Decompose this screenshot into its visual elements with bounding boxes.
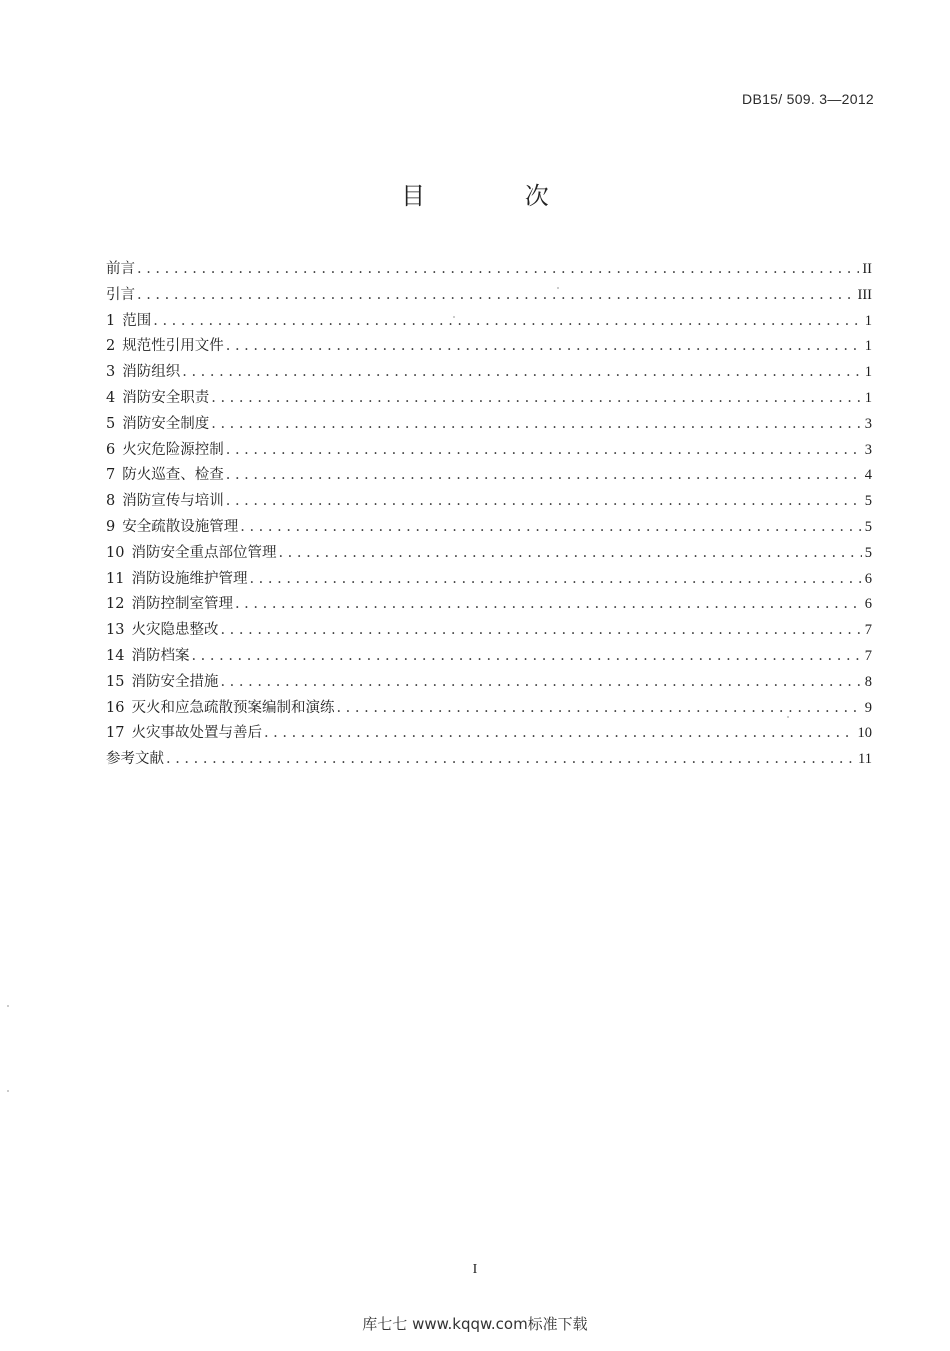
toc-entry-label <box>106 283 137 309</box>
toc-entry-label <box>106 463 226 489</box>
toc-entry-text: 消防宣传与培训 <box>122 493 224 510</box>
toc-entry-number: 14 <box>106 647 125 664</box>
toc-dot-leader <box>240 515 862 541</box>
toc-entry-number: 16 <box>106 699 125 716</box>
toc-entry-number: 9 <box>106 518 116 535</box>
document-code: DB15/ 509. 3—2012 <box>742 91 874 107</box>
toc-entry-text: 引言 <box>106 286 135 303</box>
toc-entry-label <box>106 618 220 644</box>
toc-entry-label <box>106 567 249 593</box>
toc-dot-leader <box>153 309 862 335</box>
toc-entry-label <box>106 696 336 722</box>
toc-entry[interactable] <box>106 696 872 722</box>
toc-entry[interactable] <box>106 412 872 438</box>
toc-dot-leader <box>235 592 862 618</box>
toc-entry[interactable] <box>106 721 872 747</box>
toc-entry[interactable] <box>106 541 872 567</box>
toc-dot-leader <box>226 334 862 360</box>
toc-entry-label <box>106 592 235 618</box>
toc-entry[interactable] <box>106 489 872 515</box>
toc-entry-text: 前言 <box>106 261 135 277</box>
toc-entry-text: 规范性引用文件 <box>122 338 224 355</box>
toc-dot-leader <box>211 412 862 438</box>
toc-entry-text: 消防安全重点部位管理 <box>131 544 277 561</box>
toc-entry-number: 8 <box>106 493 116 510</box>
toc-entry-page: 5 <box>864 518 872 535</box>
toc-entry-number: 13 <box>106 622 125 639</box>
toc-entry[interactable] <box>106 386 872 412</box>
toc-entry-number: 4 <box>106 389 116 406</box>
toc-entry[interactable] <box>106 592 872 618</box>
toc-dot-leader <box>226 489 862 515</box>
toc-entry-page: 1 <box>864 312 872 329</box>
toc-entry-page: 7 <box>864 647 872 664</box>
toc-entry-number: 11 <box>106 570 125 587</box>
toc-entry-page: 5 <box>864 544 872 561</box>
toc-entry-text: 消防安全制度 <box>122 415 210 432</box>
toc-entry-page: 8 <box>864 673 872 690</box>
toc-entry[interactable] <box>106 567 872 593</box>
toc-entry-label <box>106 721 264 747</box>
toc-entry-text: 参考文献 <box>106 751 164 768</box>
toc-entry-text: 消防控制室管理 <box>131 596 233 613</box>
toc-entry-text: 范围 <box>122 312 152 329</box>
toc-dot-leader <box>220 618 861 644</box>
toc-entry-text: 防火巡查、检查 <box>122 467 224 484</box>
toc-entry-label <box>106 309 153 335</box>
toc-entry-page: 3 <box>864 441 872 458</box>
toc-entry-page: 1 <box>864 338 872 355</box>
toc-title: 目 次 <box>401 182 595 210</box>
toc-entry-page: II <box>862 261 872 277</box>
toc-entry[interactable] <box>106 257 872 283</box>
toc-entry[interactable] <box>106 360 872 386</box>
toc-entry[interactable] <box>106 670 872 696</box>
toc-entry-number: 6 <box>106 441 116 458</box>
toc-dot-leader <box>264 721 855 747</box>
toc-entry[interactable] <box>106 334 872 360</box>
toc-entry-page: 11 <box>858 751 872 768</box>
toc-entry-text: 灭火和应急疏散预案编制和演练 <box>131 699 335 716</box>
toc-entry-text: 消防档案 <box>131 647 190 664</box>
toc-entry-label <box>106 334 226 360</box>
toc-entry-text: 消防安全职责 <box>122 389 210 406</box>
toc-entry-page: III <box>857 286 872 303</box>
toc-entry-text: 安全疏散设施管理 <box>122 518 239 535</box>
toc-entry-label <box>106 541 278 567</box>
toc-entry-text: 火灾危险源控制 <box>122 441 224 458</box>
toc-entry-page: 3 <box>864 415 872 432</box>
toc-entry[interactable] <box>106 644 872 670</box>
toc-entry-page: 9 <box>864 699 872 716</box>
toc-entry-text: 消防设施维护管理 <box>131 570 248 587</box>
toc-entry-number: 5 <box>106 415 116 432</box>
toc-entry-label <box>106 438 226 464</box>
download-watermark: 库七七 www.kqqw.com标准下载 <box>362 1315 588 1333</box>
toc-entry-page: 6 <box>864 596 872 613</box>
toc-entry-page: 7 <box>864 622 872 639</box>
toc-entry-page: 1 <box>864 364 872 381</box>
toc-entry-number: 12 <box>106 596 125 613</box>
toc-dot-leader <box>278 541 861 567</box>
toc-entry-page: 6 <box>864 570 872 587</box>
toc-dot-leader <box>249 567 861 593</box>
toc-dot-leader <box>211 386 862 412</box>
scan-speck <box>7 1005 9 1007</box>
toc-dot-leader <box>166 747 855 773</box>
toc-dot-leader <box>137 283 855 309</box>
toc-entry-label <box>106 515 240 541</box>
toc-entry-label <box>106 489 226 515</box>
toc-entry[interactable] <box>106 438 872 464</box>
toc-entry-page: 1 <box>864 389 872 406</box>
toc-entry-label <box>106 644 191 670</box>
scan-speck <box>787 716 789 718</box>
toc-entry-number: 3 <box>106 364 116 381</box>
toc-entry-page: 4 <box>864 467 872 484</box>
toc-entry-text: 消防安全措施 <box>131 673 219 690</box>
toc-entry-label <box>106 386 211 412</box>
toc-entry-text: 火灾事故处置与善后 <box>131 725 262 742</box>
toc-entry-page: 10 <box>857 725 872 742</box>
toc-entry-number: 10 <box>106 544 125 561</box>
toc-dot-leader <box>191 644 861 670</box>
scan-speck <box>453 316 455 318</box>
toc-entry-number: 15 <box>106 673 125 690</box>
scan-speck <box>7 1090 9 1092</box>
toc-entry[interactable] <box>106 747 872 773</box>
toc-entry-number: 1 <box>106 312 116 329</box>
toc-entry-number: 2 <box>106 338 116 355</box>
table-of-contents <box>106 257 872 773</box>
toc-entry[interactable] <box>106 618 872 644</box>
toc-entry-label <box>106 257 137 283</box>
scan-speck <box>557 287 559 289</box>
toc-entry[interactable] <box>106 309 872 335</box>
toc-dot-leader <box>226 438 862 464</box>
toc-entry-text: 消防组织 <box>122 364 181 381</box>
toc-dot-leader <box>336 696 861 722</box>
page-number: I <box>472 1262 478 1277</box>
toc-entry-label <box>106 670 220 696</box>
toc-entry-label <box>106 412 211 438</box>
toc-entry-label <box>106 360 182 386</box>
toc-dot-leader <box>137 257 859 283</box>
toc-entry-number: 7 <box>106 467 116 484</box>
toc-dot-leader <box>182 360 862 386</box>
toc-entry-page: 5 <box>864 493 872 510</box>
toc-dot-leader <box>220 670 861 696</box>
toc-entry[interactable] <box>106 463 872 489</box>
toc-dot-leader <box>226 463 862 489</box>
toc-entry[interactable] <box>106 283 872 309</box>
toc-entry[interactable] <box>106 515 872 541</box>
toc-entry-label <box>106 747 166 773</box>
toc-entry-number: 17 <box>106 725 125 742</box>
toc-entry-text: 火灾隐患整改 <box>131 622 219 639</box>
